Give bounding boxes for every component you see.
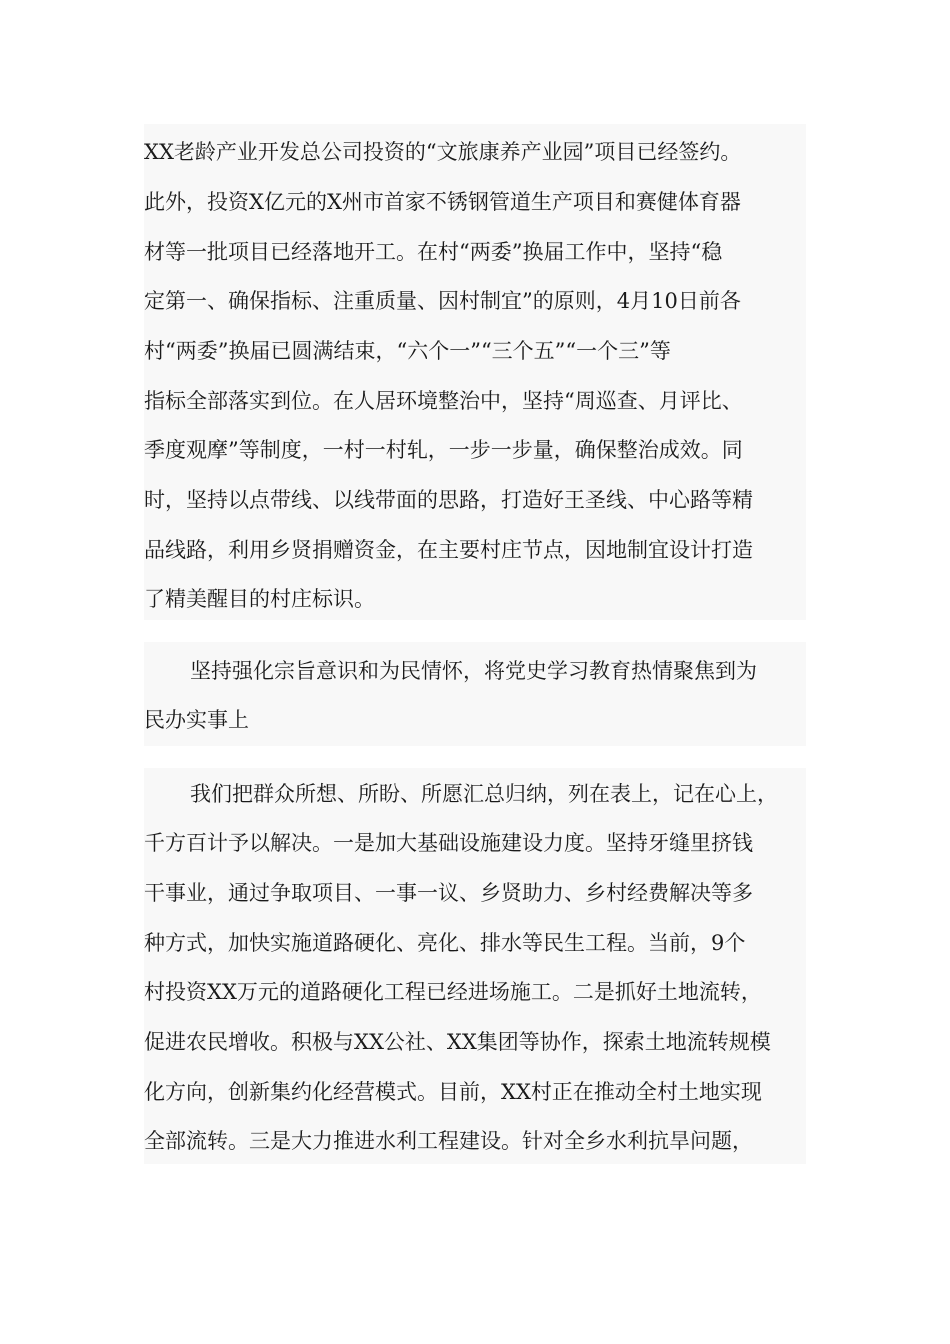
text-line: 促进农民增收。积极与XX公社、XX集团等协作，探索土地流转规模 <box>144 1030 771 1054</box>
text-line: 村投资XX万元的道路硬化工程已经进场施工。二是抓好土地流转， <box>144 980 762 1004</box>
text-line: 品线路，利用乡贤捐赠资金，在主要村庄节点，因地制宜设计打造 <box>144 538 753 562</box>
text-line: 此外，投资X亿元的X州市首家不锈钢管道生产项目和赛健体育器 <box>144 190 741 214</box>
text-line: 我们把群众所想、所盼、所愿汇总归纳，列在表上，记在心上， <box>190 782 778 806</box>
text-line: 全部流转。三是大力推进水利工程建设。针对全乡水利抗旱问题， <box>144 1129 753 1153</box>
text-line: XX老龄产业开发总公司投资的“文旅康养产业园”项目已经签约。 <box>144 140 742 164</box>
text-line: 了精美醒目的村庄标识。 <box>144 587 375 611</box>
section-heading-line: 坚持强化宗旨意识和为民情怀，将党史学习教育热情聚焦到为 <box>190 659 757 683</box>
text-line: 干事业，通过争取项目、一事一议、乡贤助力、乡村经费解决等多 <box>144 881 753 905</box>
text-line: 化方向，创新集约化经营模式。目前，XX村正在推动全村土地实现 <box>144 1080 762 1104</box>
text-line: 材等一批项目已经落地开工。在村“两委”换届工作中，坚持“稳 <box>144 240 723 264</box>
text-line: 种方式，加快实施道路硬化、亮化、排水等民生工程。当前，9个 <box>144 931 746 955</box>
section-heading-line: 民办实事上 <box>144 708 249 732</box>
text-line: 定第一、确保指标、注重质量、因村制宜”的原则，4月10日前各 <box>144 289 741 313</box>
text-line: 季度观摩”等制度，一村一村轧，一步一步量，确保整治成效。同 <box>144 438 743 462</box>
text-line: 时，坚持以点带线、以线带面的思路，打造好王圣线、中心路等精 <box>144 488 753 512</box>
text-line: 千方百计予以解决。一是加大基础设施建设力度。坚持牙缝里挤钱 <box>144 831 753 855</box>
text-line: 指标全部落实到位。在人居环境整治中，坚持“周巡查、月评比、 <box>144 389 743 413</box>
text-line: 村“两委”换届已圆满结束，“六个一”“三个五”“一个三”等 <box>144 339 671 363</box>
